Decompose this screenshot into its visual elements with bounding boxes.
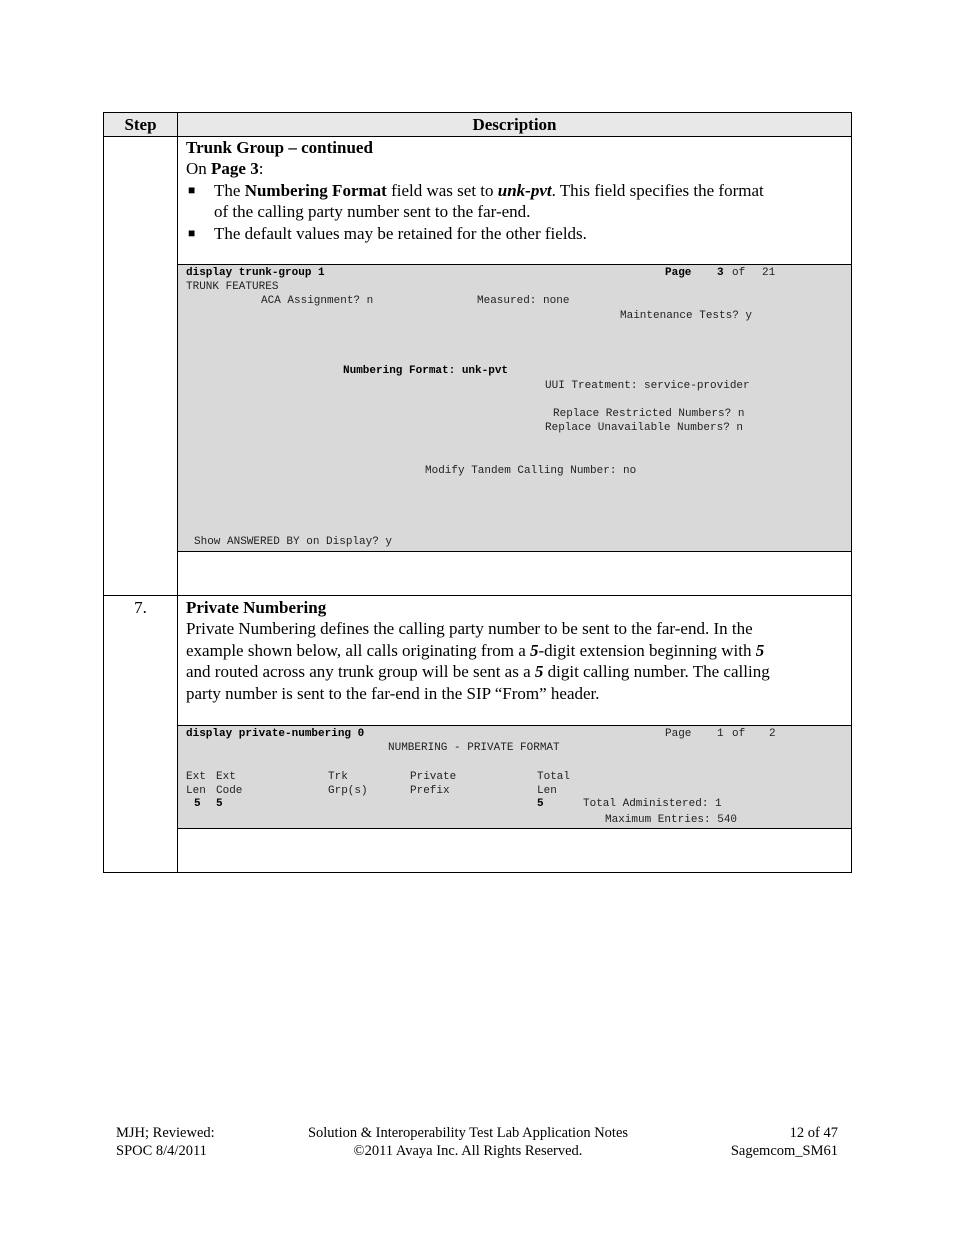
b1-pre: The: [214, 181, 245, 200]
p2-a: example shown below, all calls originating from a: [186, 641, 531, 660]
screen2-command: display private-numbering 0: [186, 728, 365, 740]
show-answered-by: Show ANSWERED BY on Display? y: [194, 536, 393, 548]
row-total-len: 5: [537, 798, 544, 810]
header-description: Description: [472, 115, 557, 134]
footer-page-number: 12 of 47: [789, 1125, 838, 1141]
p3-a: and routed across any trunk group will be sent as a: [186, 662, 535, 681]
footer-center: [268, 1124, 668, 1160]
row2-para-line2: [186, 640, 764, 662]
aca-assignment: ACA Assignment? n: [261, 295, 374, 307]
screen2-page-num: 1: [717, 728, 724, 740]
bullet2: The default values may be retained for the other fields.: [214, 224, 587, 243]
col-private: Private: [410, 771, 457, 783]
col-len: Len: [186, 785, 206, 797]
row2-title: Private Numbering: [186, 598, 327, 617]
bullet-square-icon: ■: [188, 183, 196, 197]
b1-post: . This field specifies the format: [551, 181, 764, 200]
col-code: Code: [216, 785, 243, 797]
colon: :: [258, 159, 264, 178]
modify-tandem: Modify Tandem Calling Number: no: [425, 465, 637, 477]
maintenance-tests: Maintenance Tests? y: [620, 310, 753, 322]
maximum-entries: Maximum Entries: 540: [605, 814, 738, 826]
col-ext1: Ext: [186, 771, 206, 783]
footer-right: [688, 1124, 838, 1160]
table-header: [104, 113, 851, 137]
footer-left-line1: MJH; Reviewed:: [116, 1125, 215, 1141]
screen2-page-of: of: [732, 728, 746, 740]
screen1-page-label: Page: [665, 267, 692, 279]
screen1-section: TRUNK FEATURES: [186, 281, 279, 293]
screen1-command: display trunk-group 1: [186, 267, 325, 279]
row2-step: 7.: [134, 598, 147, 617]
footer-doc-id: Sagemcom_SM61: [730, 1143, 838, 1159]
trunk-group-screen: [178, 265, 851, 551]
uui-treatment: UUI Treatment: service-provider: [545, 380, 750, 392]
p3-b: 5: [534, 662, 544, 681]
screen2-page-label: Page: [665, 728, 692, 740]
screen1-page-num: 3: [717, 267, 724, 279]
private-numbering-screen: [178, 726, 851, 828]
b1-field: Numbering Format: [244, 181, 387, 200]
screen1-bottom-border: [178, 551, 851, 552]
col-ext2: Ext: [216, 771, 236, 783]
row1-page-line: [186, 158, 263, 180]
total-administered: Total Administered: 1: [583, 798, 722, 810]
screen2-page-total: 2: [769, 728, 776, 740]
screen1-page-total: 21: [762, 267, 776, 279]
screen2-bottom-border: [178, 828, 851, 829]
replace-restricted: Replace Restricted Numbers? n: [553, 408, 745, 420]
footer-center-line2: ©2011 Avaya Inc. All Rights Reserved.: [353, 1143, 583, 1159]
col-prefix: Prefix: [410, 785, 450, 797]
p2-c: -digit extension beginning with: [538, 641, 756, 660]
header-step: Step: [124, 115, 157, 134]
page-ref: Page 3: [211, 159, 259, 178]
row2-para-line1: Private Numbering defines the calling party number to be sent to the far-end. In the: [186, 619, 753, 638]
divider: [177, 136, 178, 137]
col-trk: Trk: [328, 771, 348, 783]
numbering-format: Numbering Format: unk-pvt: [343, 365, 509, 377]
p2-b: 5: [530, 641, 539, 660]
col-len2: Len: [537, 785, 557, 797]
col-total: Total: [537, 771, 571, 783]
screen1-page-of: of: [732, 267, 746, 279]
row-ext-len: 5: [194, 798, 201, 810]
on-prefix: On: [186, 159, 212, 178]
measured: Measured: none: [477, 295, 570, 307]
bullet-square-icon: ■: [188, 226, 196, 240]
replace-unavailable: Replace Unavailable Numbers? n: [545, 422, 744, 434]
footer-center-line1: Solution & Interoperability Test Lab Application Notes: [307, 1125, 629, 1141]
row2-para-line4: party number is sent to the far-end in the SIP “From” header.: [186, 684, 600, 703]
step-table: [103, 112, 852, 873]
bullet1-line1: [214, 180, 764, 202]
b1-value: unk-pvt: [497, 181, 552, 200]
footer-left-line2: SPOC 8/4/2011: [116, 1143, 207, 1159]
row1-title: Trunk Group – continued: [186, 138, 373, 157]
col-grps: Grp(s): [328, 785, 368, 797]
p2-d: 5: [755, 641, 765, 660]
row2-para-line3: [186, 661, 770, 683]
row-divider: [104, 595, 851, 596]
footer-left: [116, 1124, 215, 1160]
b1-mid: field was set to: [386, 181, 498, 200]
screen2-section: NUMBERING - PRIVATE FORMAT: [388, 742, 560, 754]
bullet1-line2: of the calling party number sent to the far-end.: [214, 202, 531, 221]
row-ext-code: 5: [216, 798, 223, 810]
p3-c: digit calling number. The calling: [543, 662, 770, 681]
